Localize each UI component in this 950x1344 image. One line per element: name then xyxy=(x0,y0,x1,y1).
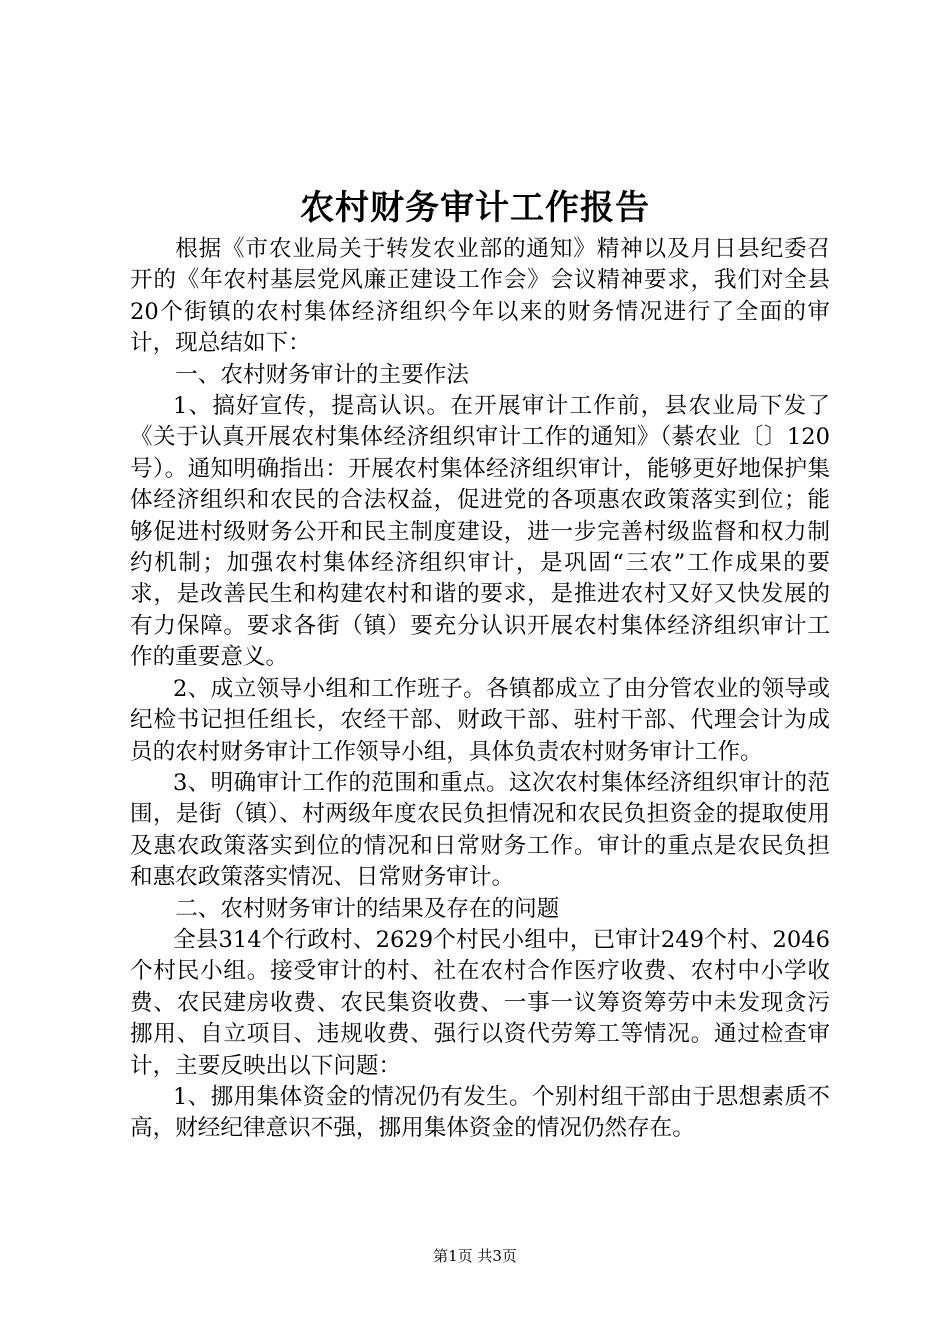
paragraph-item-3: 3、明确审计工作的范围和重点。这次农村集体经济组织审计的范围，是街（镇）、村两级年度农民负担情况和农民负担资金的提取使用及惠农政策落实到位的情况和日常财务工作。审计的重点是农民负担和惠农政策落实情况、日常财务审计。 xyxy=(130,769,830,891)
section-heading-1: 一、农村财务审计的主要作法 xyxy=(175,361,469,388)
document-body xyxy=(130,234,830,1145)
paragraph-item-1: 1、搞好宣传，提高认识。在开展审计工作前，县农业局下发了《关于认真开展农村集体经济组织审计工作的通知》（綦农业〔〕120号）。通知明确指出：开展农村集体经济组织审计，能够更好地保护集体经济组织和农民的合法权益，促进党的各项惠农政策落实到位；能够促进村级财务公开和民主制度建设，进一步完善村级监督和权力制约机制；加强农村集体经济组织审计，是巩固“三农”工作成果的要求，是改善民生和构建农村和谐的要求，是推进农村又好又快发展的有力保障。要求各街（镇）要充分认识开展农村集体经济组织审计工作的重要意义。 xyxy=(130,393,830,671)
page-footer: 第1页 共3页 xyxy=(433,1247,517,1265)
paragraph-issue-1: 1、挪用集体资金的情况仍有发生。个别村组干部由于思想素质不高，财经纪律意识不强，挪用集体资金的情况仍然存在。 xyxy=(130,1083,830,1142)
section-heading-2: 二、农村财务审计的结果及存在的问题 xyxy=(175,895,560,922)
paragraph-results: 全县314个行政村、2629个村民小组中，已审计249个村、2046个村民小组。接受审计的村、社在农村合作医疗收费、农村中小学收费、农民建房收费、农民集资收费、一事一议筹资筹劳中未发现贪污挪用、自立项目、违规收费、强行以资代劳筹工等情况。通过检查审计，主要反映出以下问题： xyxy=(130,926,830,1079)
document-title: 农村财务审计工作报告 xyxy=(300,188,650,228)
paragraph-item-2: 2、成立领导小组和工作班子。各镇都成立了由分管农业的领导或纪检书记担任组长，农经干部、财政干部、驻村干部、代理会计为成员的农村财务审计工作领导小组，具体负责农村财务审计工作。 xyxy=(130,675,830,765)
paragraph-intro: 根据《市农业局关于转发农业部的通知》精神以及月日县纪委召开的《年农村基层党风廉正建设工作会》会议精神要求，我们对全县20个街镇的农村集体经济组织今年以来的财务情况进行了全面的审计，现总结如下： xyxy=(130,236,830,357)
